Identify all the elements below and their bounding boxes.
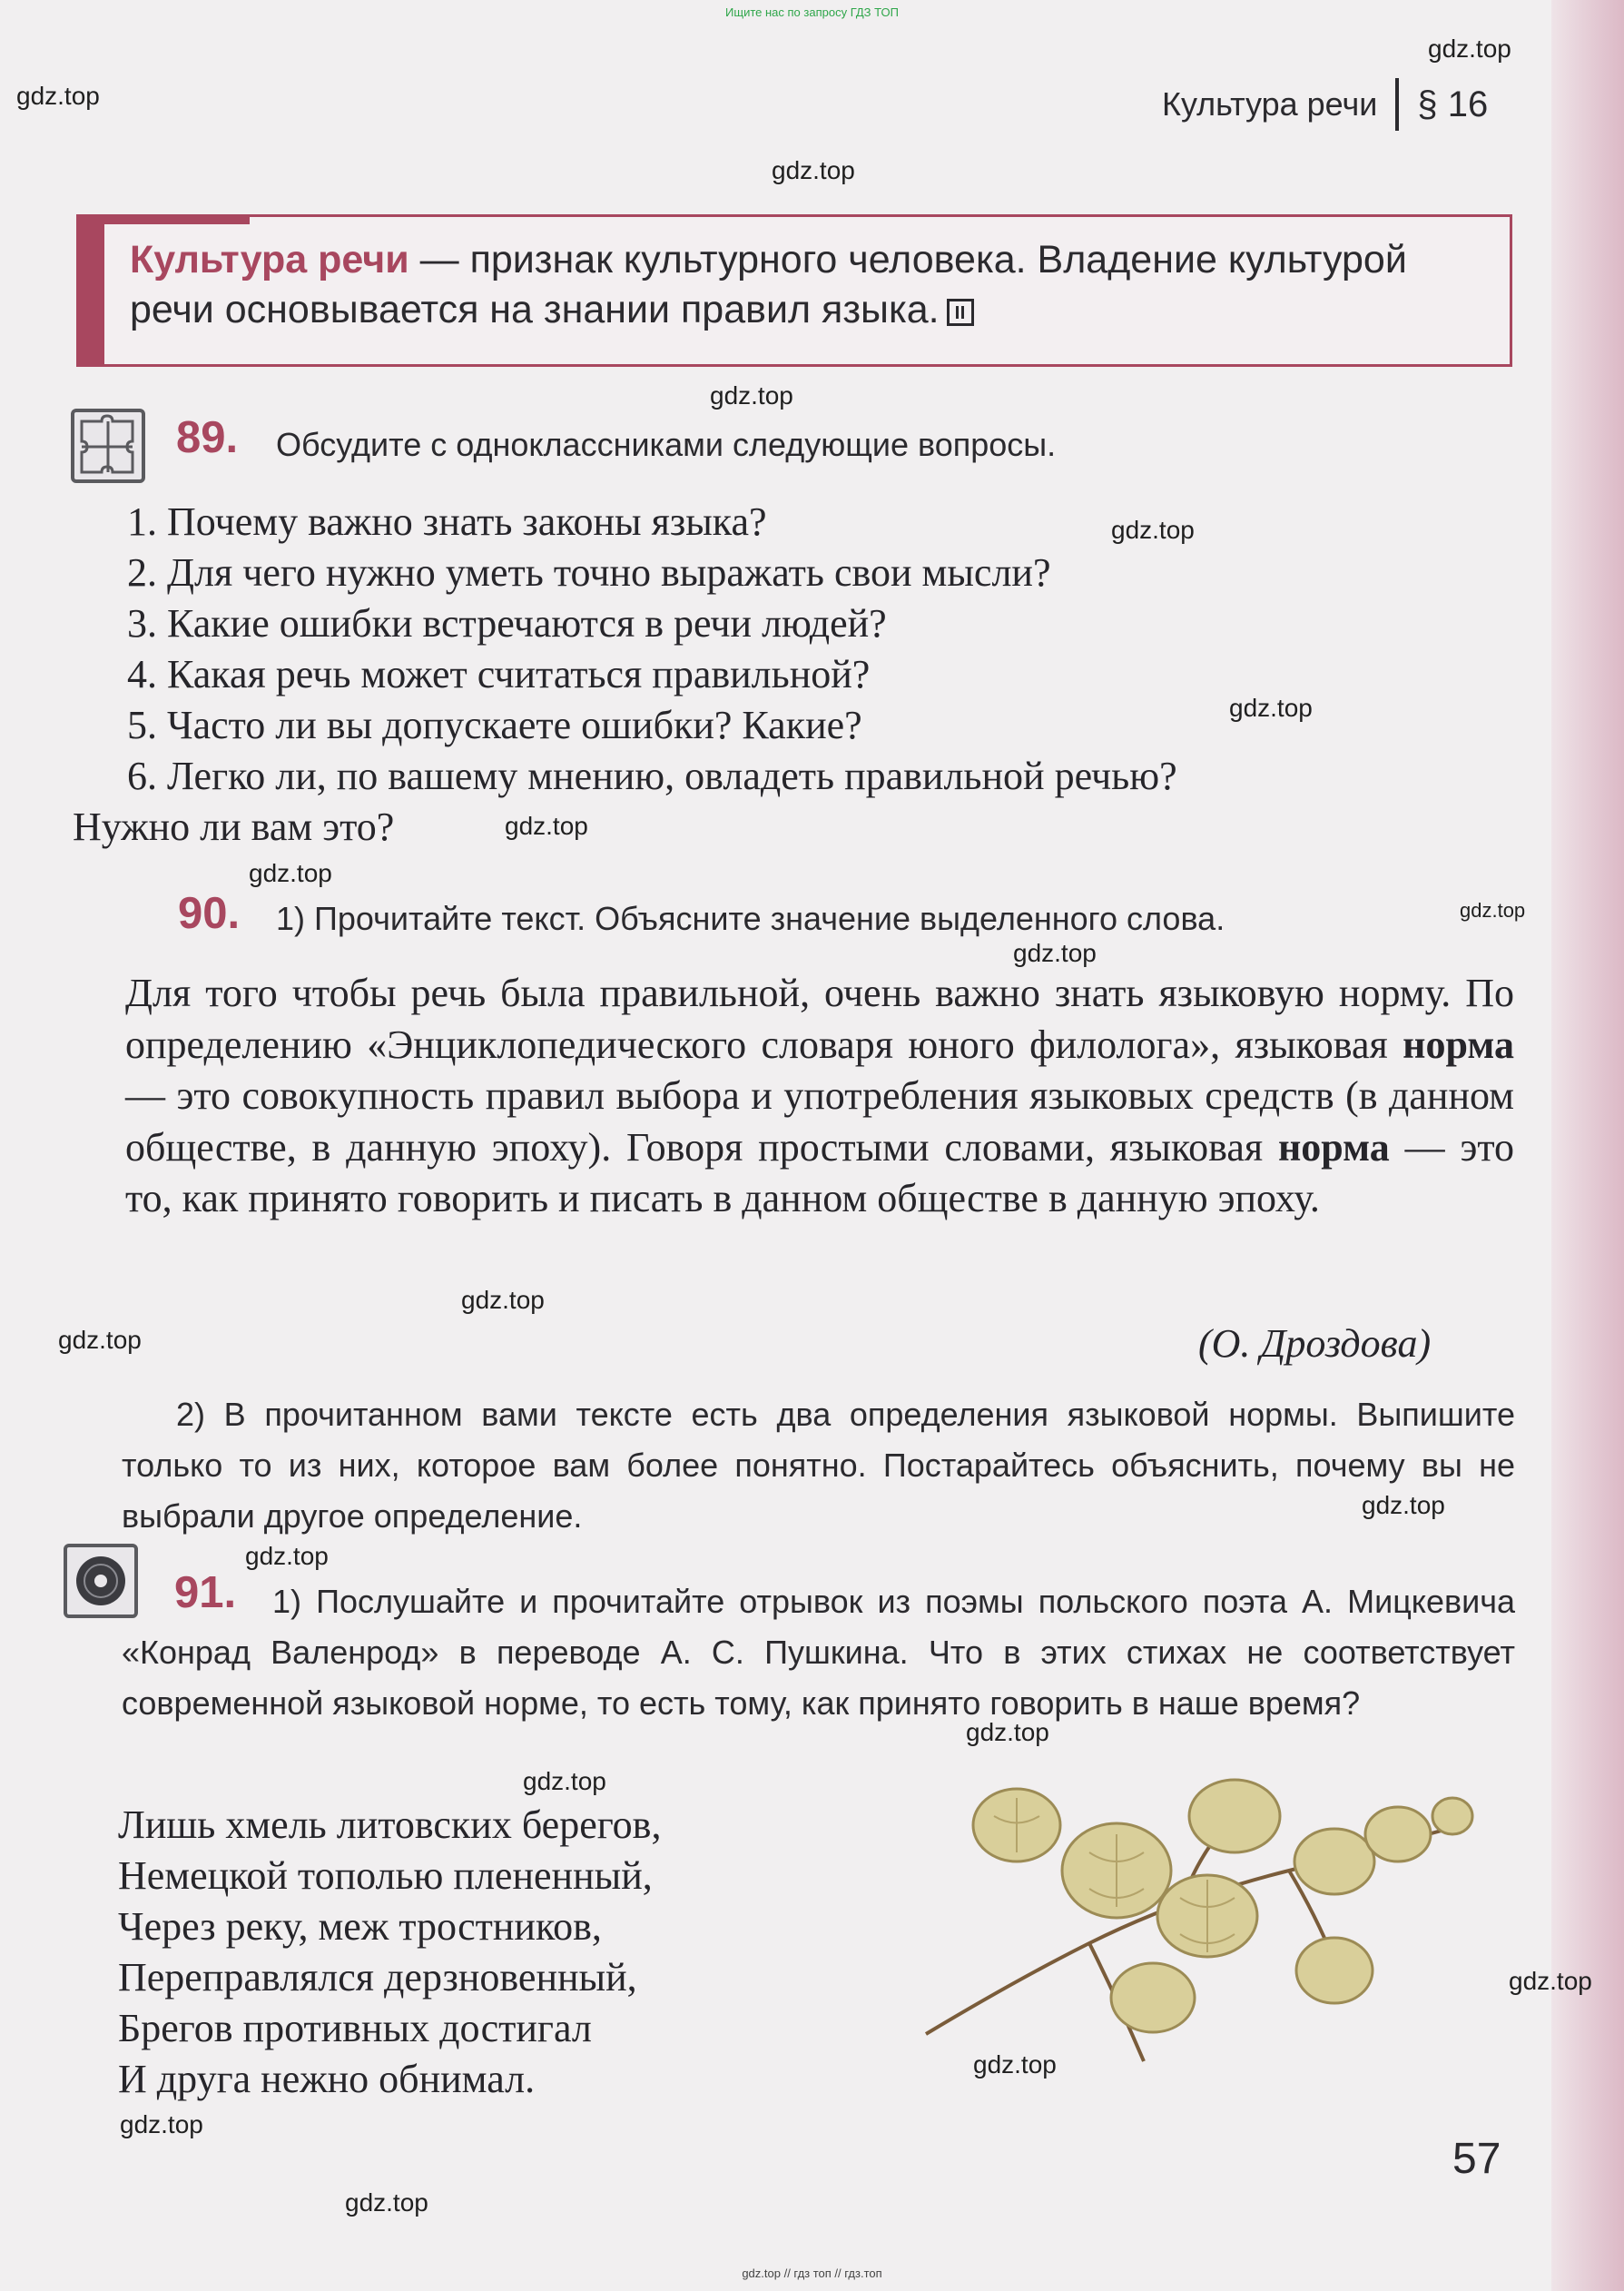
watermark: gdz.top [58, 1326, 142, 1354]
exercise-90-text [125, 968, 1514, 1225]
exercise-89-task: Обсудите с одноклассниками следующие вопросы. [276, 426, 1057, 463]
poem-line-6: И друга нежно обнимал. [118, 2057, 536, 2101]
puzzle-icon [71, 409, 145, 483]
bold-term-norma: норма [1403, 1022, 1514, 1067]
exercise-89-number: 89. [176, 413, 239, 462]
watermark: gdz.top [1013, 939, 1097, 967]
exercise-91-number: 91. [174, 1568, 237, 1617]
header-title: Культура речи [1162, 85, 1378, 123]
watermark: gdz.top [249, 859, 332, 887]
text-part-a: Для того чтобы речь была правильной, очень важно знать языковую норму. По определению «Энциклопедического словаря юного филолога», языковая [125, 971, 1514, 1067]
watermark: gdz.top [1111, 516, 1195, 544]
watermark: gdz.top [1460, 899, 1526, 922]
watermark: gdz.top [1509, 1967, 1592, 1995]
page-number: 57 [1452, 2135, 1501, 2183]
reference-icon [947, 299, 974, 326]
watermark: gdz.top [120, 2110, 203, 2138]
text-author: (О. Дроздова) [1198, 1321, 1432, 1366]
watermark: gdz.top [1428, 35, 1511, 63]
page-header [1162, 78, 1488, 131]
question-4: 4. Какая речь может считаться правильной? [127, 652, 871, 696]
text-part-c: — это то, как принято говорить и писать в данном обществе в данную эпоху. [125, 1124, 1514, 1220]
header-divider [1395, 78, 1399, 131]
watermark: gdz.top [523, 1767, 606, 1795]
watermark: gdz.top [973, 2050, 1057, 2079]
exercise-90-number: 90. [178, 889, 241, 938]
rule-text [130, 235, 1501, 335]
question-tail: Нужно ли вам это? [73, 805, 395, 849]
exercise-91-task: 1) Послушайте и прочитайте отрывок из поэмы польского поэта А. Мицкевича «Конрад Валенрод» в переводе А. С. Пушкина. Что в этих стихах не соответствует современной языковой норме, то есть тому, как принято говорить в наше время? [122, 1583, 1515, 1722]
rule-term: Культура речи [130, 238, 409, 281]
watermark: gdz.top [966, 1718, 1049, 1746]
poem-line-5: Брегов противных достигал [118, 2006, 592, 2050]
text-part-b: — это совокупность правил выбора и употребления языковых средств (в данном обществе, в данную эпоху). Говоря простыми словами, языковая [125, 1073, 1514, 1170]
rule-top-accent [104, 217, 250, 224]
exercise-90-task-1: 1) Прочитайте текст. Объясните значение выделенного слова. [276, 900, 1225, 937]
question-5: 5. Часто ли вы допускаете ошибки? Какие? [127, 703, 862, 747]
exercise-90-task-2: 2) В прочитанном вами тексте есть два определения языковой нормы. Выпишите только то из них, которое вам более понятно. Постарайтесь объяснить, почему вы не выбрали другое определение. [122, 1396, 1515, 1535]
poem-line-1: Лишь хмель литовских берегов, [118, 1802, 662, 1847]
watermark: gdz.top [1362, 1491, 1445, 1519]
watermark: gdz.top [710, 381, 793, 410]
watermark: gdz.top [772, 156, 855, 184]
page-edge [1551, 0, 1624, 2291]
watermark: gdz.top [1229, 694, 1313, 722]
question-1: 1. Почему важно знать законы языка? [127, 499, 767, 544]
section-number: § 16 [1417, 84, 1489, 124]
watermark: gdz.top [505, 812, 588, 840]
rule-box [76, 214, 1512, 367]
question-3: 3. Какие ошибки встречаются в речи людей? [127, 601, 887, 646]
poem-line-2: Немецкой тополью плененный, [118, 1853, 653, 1898]
rule-definition: — признак культурного человека. Владение культурой речи основывается на знании правил языка. [130, 238, 1407, 331]
watermark: gdz.top [16, 82, 100, 110]
watermark: gdz.top [345, 2188, 428, 2217]
top-watermark-note: Ищите нас по запросу ГДЗ ТОП [725, 5, 899, 19]
hop-plant-illustration [908, 1762, 1489, 2125]
poem-line-4: Переправлялся дерзновенный, [118, 1955, 637, 2000]
question-2: 2. Для чего нужно уметь точно выражать свои мысли? [127, 550, 1051, 595]
bottom-watermark-note: gdz.top // гдз топ // гдз.топ [742, 2266, 882, 2280]
watermark: gdz.top [461, 1286, 545, 1314]
poem-line-3: Через реку, меж тростников, [118, 1904, 602, 1949]
rule-stripe [79, 217, 104, 364]
bold-term-norma: норма [1277, 1124, 1390, 1170]
watermark: gdz.top [245, 1542, 329, 1570]
question-6: 6. Легко ли, по вашему мнению, овладеть правильной речью? [127, 754, 1177, 798]
